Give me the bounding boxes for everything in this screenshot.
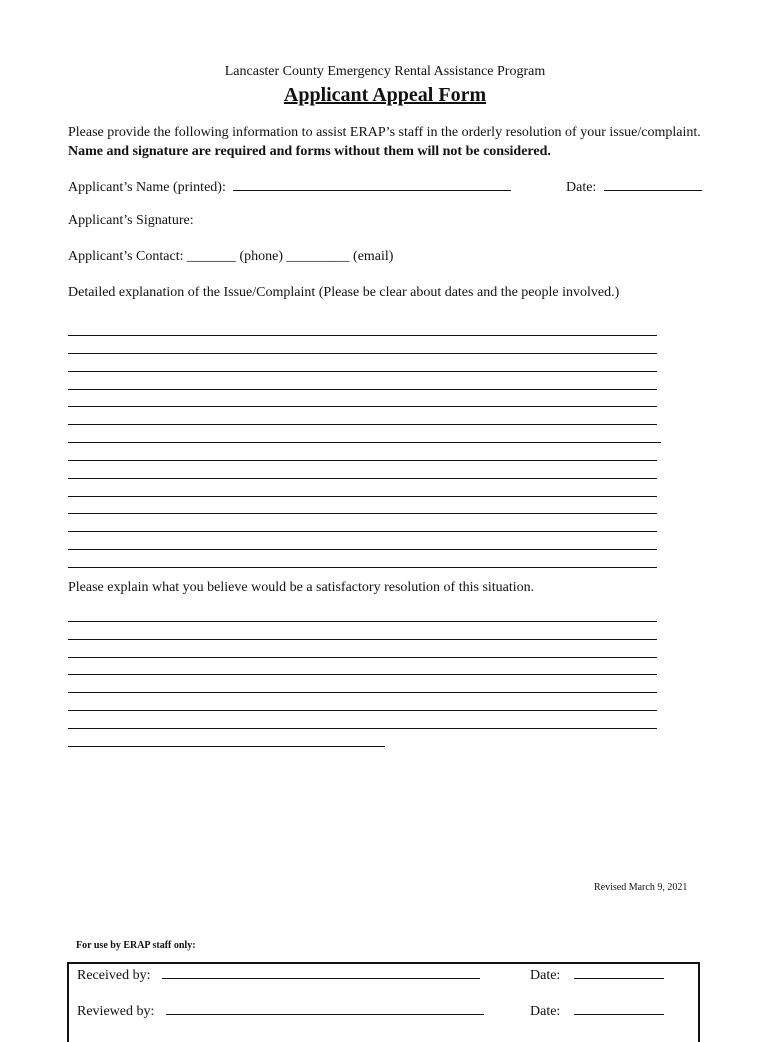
explanation-line[interactable] — [68, 460, 657, 461]
explanation-line[interactable] — [68, 531, 657, 532]
contact-email-blank[interactable]: _________ — [286, 249, 350, 264]
explanation-line[interactable] — [68, 353, 657, 354]
received-date-row — [530, 966, 664, 984]
intro-requirement-note: Name and signature are required and forms without them will not be considered. — [68, 144, 551, 159]
explanation-line[interactable] — [68, 478, 657, 479]
explanation-prompt: Detailed explanation of the Issue/Complaint (Please be clear about dates and the people involved.) — [68, 285, 620, 300]
staff-only-note: For use by ERAP staff only: — [76, 940, 196, 951]
form-title: Applicant Appeal Form — [283, 84, 487, 106]
explanation-line[interactable] — [68, 389, 657, 390]
explanation-line[interactable] — [68, 549, 657, 550]
signature-label: Applicant’s Signature: — [68, 213, 194, 228]
resolution-prompt: Please explain what you believe would be a satisfactory resolution of this situation. — [68, 580, 535, 595]
date-input-line[interactable] — [604, 178, 702, 191]
resolution-line[interactable] — [68, 728, 657, 729]
contact-field-row — [68, 249, 393, 265]
explanation-line[interactable] — [68, 371, 657, 372]
program-name: Lancaster County Emergency Rental Assistance Program — [224, 64, 546, 79]
resolution-line[interactable] — [68, 710, 657, 711]
resolution-line[interactable] — [68, 746, 385, 747]
explanation-line[interactable] — [68, 513, 657, 514]
reviewed-date-label: Date: — [530, 1004, 561, 1019]
received-label: Received by: — [77, 968, 151, 983]
name-input-line[interactable] — [233, 178, 511, 191]
explanation-line[interactable] — [68, 335, 657, 336]
reviewed-label: Reviewed by: — [77, 1004, 155, 1019]
date-label: Date: — [566, 180, 597, 195]
contact-phone-blank[interactable]: _______ — [186, 249, 236, 264]
explanation-line[interactable] — [68, 442, 661, 443]
reviewed-date-input-line[interactable] — [574, 1002, 664, 1015]
staff-box — [67, 962, 700, 1042]
resolution-line[interactable] — [68, 639, 657, 640]
date-field-row — [566, 178, 702, 196]
revision-date: Revised March 9, 2021 — [594, 882, 688, 893]
name-label: Applicant’s Name (printed): — [68, 180, 226, 195]
resolution-line[interactable] — [68, 692, 657, 693]
contact-label: Applicant’s Contact: — [68, 249, 184, 264]
reviewed-row — [77, 1002, 484, 1020]
explanation-line[interactable] — [68, 424, 657, 425]
contact-email-label: (email) — [353, 249, 394, 264]
resolution-line[interactable] — [68, 674, 657, 675]
received-date-input-line[interactable] — [574, 966, 664, 979]
intro-text: Please provide the following information to assist ERAP’s staff in the orderly resolution of your issue/complaint. — [68, 125, 701, 140]
resolution-line[interactable] — [68, 621, 657, 622]
received-row — [77, 966, 480, 984]
explanation-line[interactable] — [68, 496, 657, 497]
received-date-label: Date: — [530, 968, 561, 983]
intro-paragraph — [68, 123, 728, 161]
reviewed-date-row — [530, 1002, 664, 1020]
contact-phone-label: (phone) — [239, 249, 284, 264]
resolution-line[interactable] — [68, 657, 657, 658]
explanation-line[interactable] — [68, 406, 657, 407]
received-input-line[interactable] — [162, 966, 480, 979]
reviewed-input-line[interactable] — [166, 1002, 484, 1015]
name-field-row — [68, 178, 511, 196]
signature-field-row — [68, 213, 194, 229]
explanation-line[interactable] — [68, 567, 657, 568]
